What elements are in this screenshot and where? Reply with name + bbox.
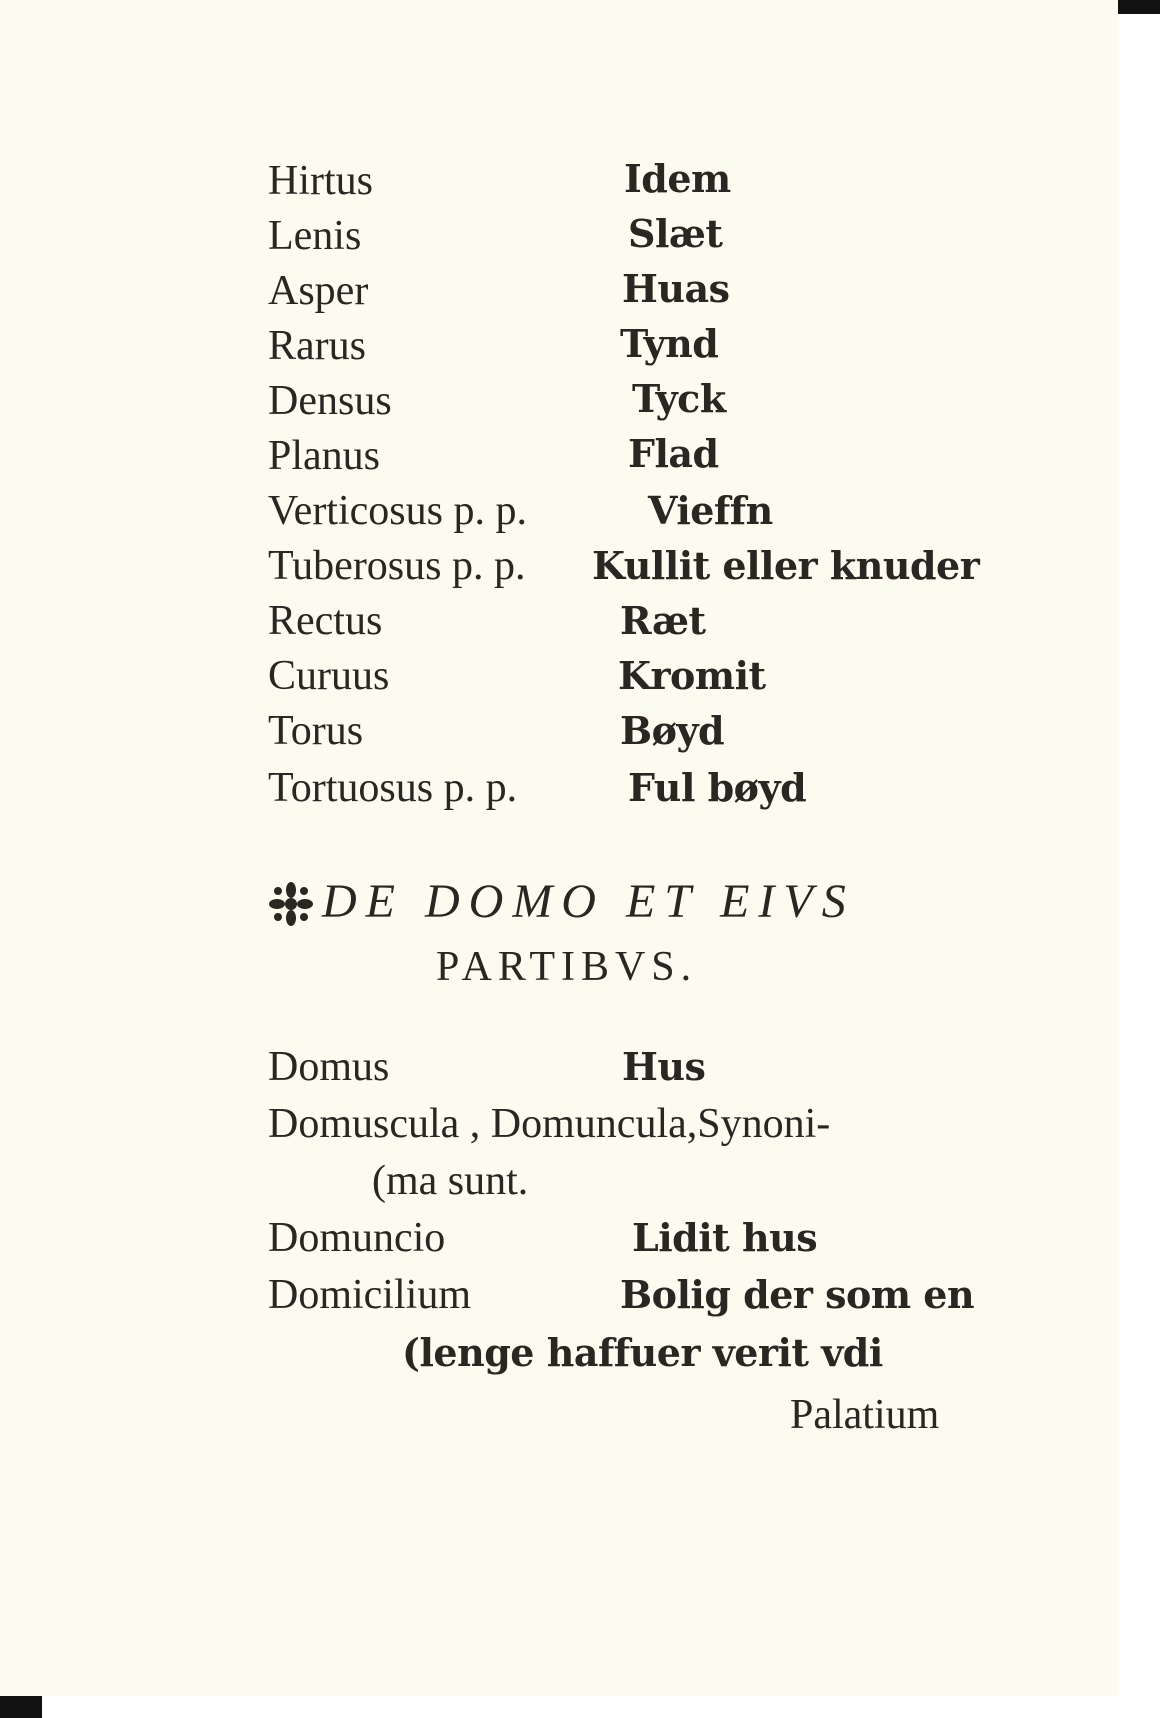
section-heading-continued: PARTIBVS.: [436, 944, 698, 990]
latin-term: Verticosus p. p.: [268, 488, 527, 534]
latin-term: Planus: [268, 433, 381, 479]
latin-term: Rectus: [268, 598, 383, 644]
danish-term: Kromit: [618, 653, 766, 698]
danish-term: Ful bøyd: [628, 765, 807, 810]
fleuron-icon: [268, 882, 314, 926]
danish-term: Slæt: [628, 211, 723, 256]
section-heading: DE DOMO ET EIVS: [322, 875, 855, 928]
danish-term: Flad: [628, 431, 719, 476]
latin-term: Torus: [268, 708, 364, 754]
danish-term: Tyck: [632, 376, 726, 421]
scan-edge-mark: [0, 1696, 42, 1718]
latin-term: Hirtus: [268, 158, 373, 204]
latin-term: Tortuosus p. p.: [268, 765, 518, 811]
latin-term: Domuncio: [268, 1215, 446, 1261]
danish-term: Hus: [622, 1044, 706, 1089]
latin-term: Asper: [268, 268, 369, 314]
danish-term: Vieffn: [648, 488, 773, 533]
scan-edge-mark: [1118, 0, 1160, 14]
danish-term: Lidit hus: [632, 1215, 818, 1260]
latin-term: Domicilium: [268, 1272, 471, 1318]
latin-term: Tuberosus p. p.: [268, 543, 526, 589]
danish-term-continuation: (lenge haffuer verit vdi: [402, 1330, 883, 1375]
latin-term: Palatium: [790, 1392, 940, 1438]
danish-term: Tynd: [620, 321, 719, 366]
latin-term: Domus: [268, 1044, 390, 1090]
latin-term: Domuscula , Domuncula,Synoni-: [268, 1101, 831, 1147]
latin-term: Lenis: [268, 213, 362, 259]
danish-term: Idem: [624, 156, 731, 201]
danish-term: Kullit eller knuder: [592, 543, 980, 588]
latin-term-continuation: (ma sunt.: [372, 1158, 529, 1204]
danish-term: Bolig der som en: [620, 1272, 975, 1317]
latin-term: Densus: [268, 378, 392, 424]
latin-term: Curuus: [268, 653, 390, 699]
danish-term: Ræt: [620, 598, 706, 643]
latin-term: Rarus: [268, 323, 366, 369]
danish-term: Bøyd: [620, 708, 725, 753]
danish-term: Huas: [622, 266, 730, 311]
